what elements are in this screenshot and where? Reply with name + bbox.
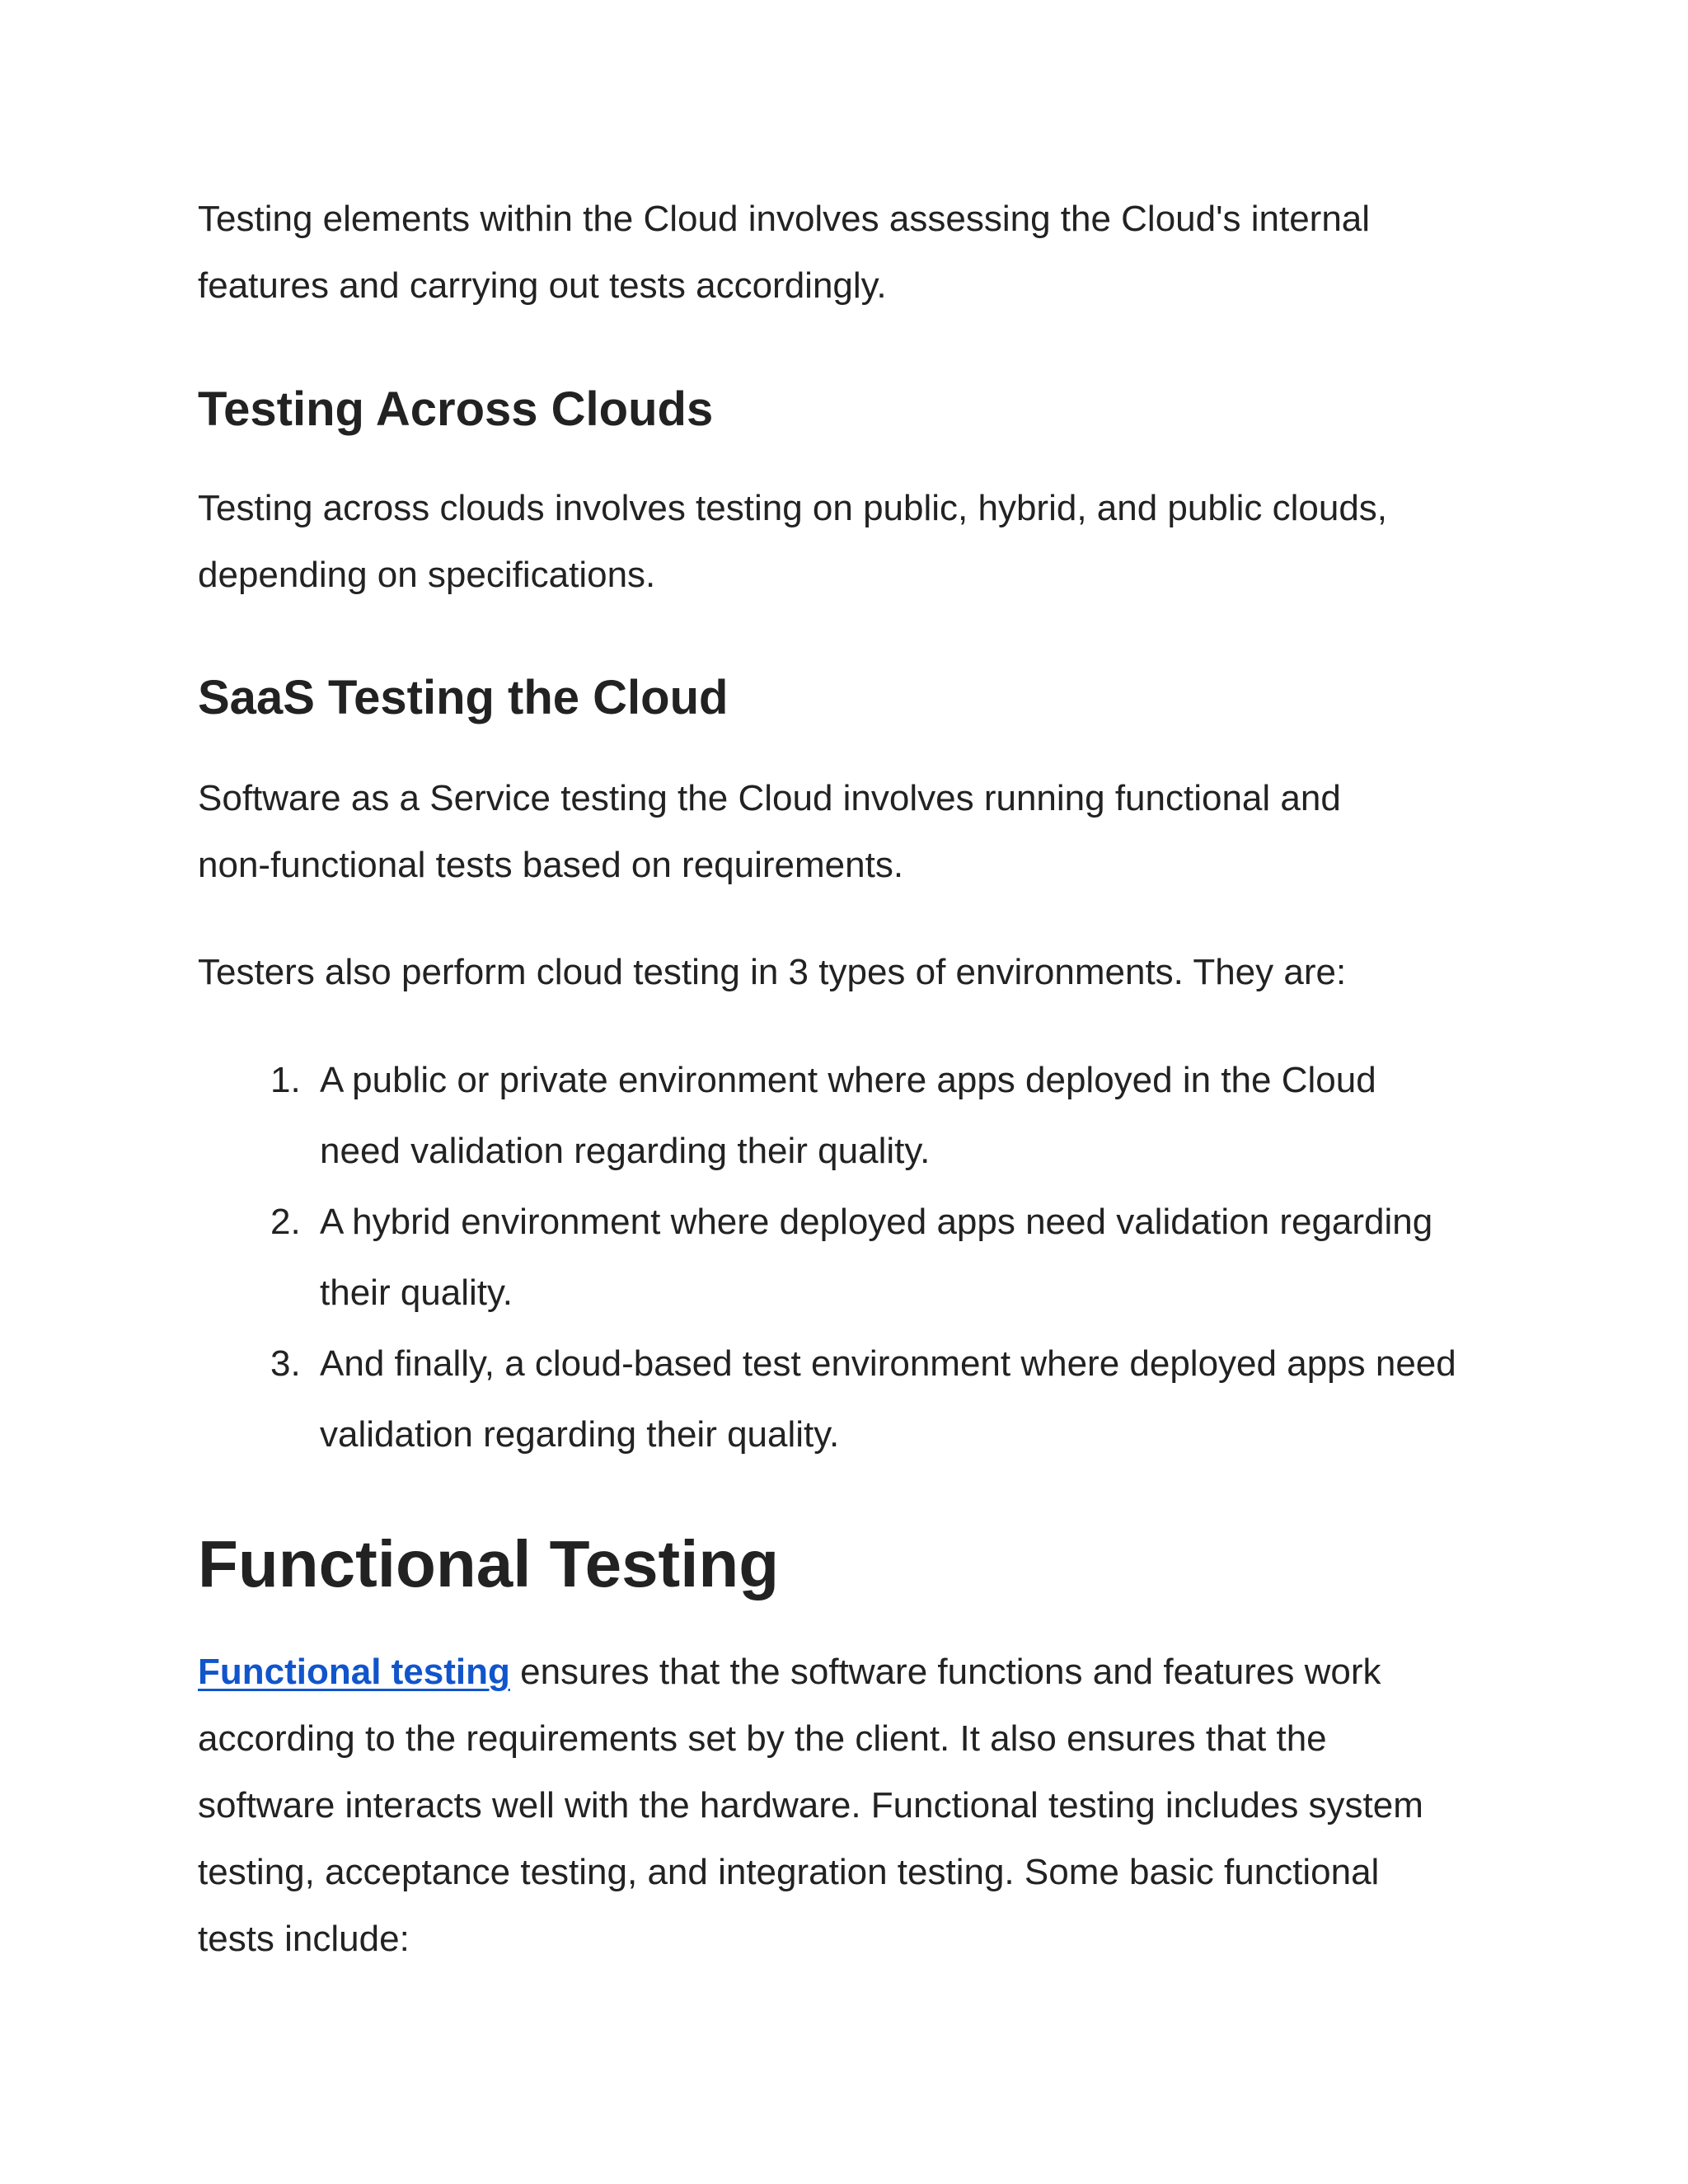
list-item-number: 1. <box>270 1060 301 1100</box>
heading-saas-testing: SaaS Testing the Cloud <box>198 671 729 724</box>
environments-list <box>198 1045 1500 1470</box>
list-item-number: 2. <box>270 1202 301 1242</box>
list-item <box>198 1045 1500 1187</box>
list-item-line-1: A public or private environment where apps deployed in the Cloud <box>320 1060 1376 1100</box>
functional-testing-link[interactable]: Functional testing <box>198 1652 510 1692</box>
environments-intro: Testers also perform cloud testing in 3 types of environments. They are: <box>198 952 1347 992</box>
list-item-line-2: their quality. <box>320 1272 513 1313</box>
functional-testing-paragraph <box>198 1638 1500 1972</box>
across-clouds-paragraph <box>198 475 1500 608</box>
intro-line-1: Testing elements within the Cloud involves assessing the Cloud's internal <box>198 199 1371 239</box>
across-clouds-line-1: Testing across clouds involves testing on public, hybrid, and public clouds, <box>198 488 1388 528</box>
functional-line-1-rest: ensures that the software functions and features work <box>509 1652 1381 1692</box>
functional-line-2: according to the requirements set by the client. It also ensures that the <box>198 1718 1327 1759</box>
across-clouds-line-2: depending on specifications. <box>198 555 656 595</box>
functional-line-5: tests include: <box>198 1919 410 1959</box>
functional-line-3: software interacts well with the hardware. Functional testing includes system <box>198 1785 1423 1825</box>
saas-paragraph <box>198 765 1500 898</box>
heading-functional-testing: Functional Testing <box>198 1527 780 1601</box>
list-item-number: 3. <box>270 1343 301 1384</box>
saas-line-1: Software as a Service testing the Cloud involves running functional and <box>198 778 1341 818</box>
list-item <box>198 1329 1500 1470</box>
list-item <box>198 1187 1500 1329</box>
list-item-line-2: need validation regarding their quality. <box>320 1131 931 1171</box>
saas-line-2: non-functional tests based on requirements. <box>198 845 904 885</box>
intro-paragraph <box>198 185 1500 319</box>
list-item-line-1: A hybrid environment where deployed apps need validation regarding <box>320 1202 1433 1242</box>
heading-testing-across-clouds: Testing Across Clouds <box>198 382 714 436</box>
list-item-line-1: And finally, a cloud-based test environment where deployed apps need <box>320 1343 1456 1384</box>
intro-line-2: features and carrying out tests accordingly. <box>198 265 887 306</box>
functional-line-4: testing, acceptance testing, and integration testing. Some basic functional <box>198 1852 1380 1892</box>
list-item-line-2: validation regarding their quality. <box>320 1414 840 1455</box>
